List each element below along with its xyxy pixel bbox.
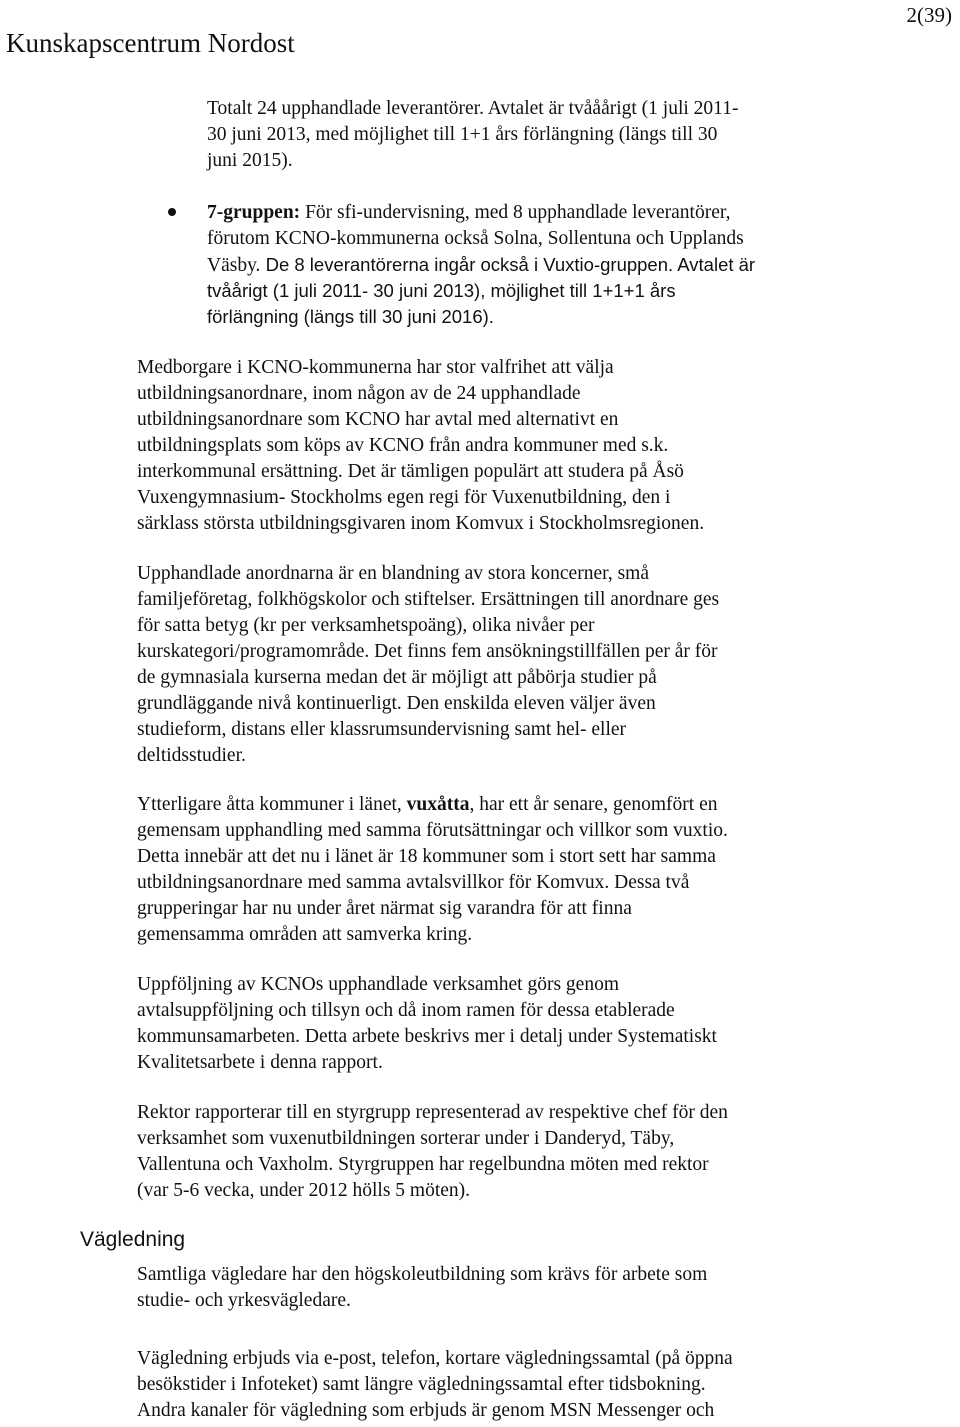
text-line: Vägledning erbjuds via e-post, telefon, kortare vägledningssamtal (på öppna	[137, 1348, 733, 1369]
bullet-item-7-gruppen	[207, 200, 755, 330]
text-line: utbildningsanordnare som KCNO har avtal med alternativt en	[137, 409, 619, 430]
paragraph-vuxatta	[137, 792, 728, 948]
text-line: särklass största utbildningsgivaren inom Komvux i Stockholmsregionen.	[137, 513, 705, 534]
text-line: kommunsamarbeten. Detta arbete beskrivs mer i detalj under Systematiskt	[137, 1026, 717, 1047]
text-line: (var 5-6 vecka, under 2012 hölls 5 möten).	[137, 1180, 471, 1201]
text-line: grundläggande nivå kontinuerligt. Den enskilda eleven väljer även	[137, 693, 656, 714]
text-line: studieform, distans eller klassrumsundervisning samt hel- eller	[137, 719, 627, 740]
bullet-icon	[168, 208, 176, 216]
text-line: utbildningsanordnare, inom någon av de 24 upphandlade	[137, 383, 581, 404]
text-line: Samtliga vägledare har den högskoleutbildning som krävs för arbete som	[137, 1264, 708, 1285]
text-line: Kvalitetsarbete i denna rapport.	[137, 1052, 383, 1073]
text-line: interkommunal ersättning. Det är tämligen populärt att studera på Åsö	[137, 461, 684, 482]
text-span: Ytterligare åtta kommuner i länet,	[137, 794, 407, 815]
text-line: verksamhet som vuxenutbildningen sorterar under i Danderyd, Täby,	[137, 1128, 675, 1149]
text-line: juni 2015).	[207, 150, 293, 171]
emphasis-vuxatta: vuxåtta	[406, 794, 470, 815]
text-line: deltidsstudier.	[137, 745, 246, 766]
text-line: Uppföljning av KCNOs upphandlade verksamhet görs genom	[137, 974, 619, 995]
text-line: Totalt 24 upphandlade leverantörer. Avtalet är tvååårigt (1 juli 2011-	[207, 98, 739, 119]
text-line: Detta innebär att det nu i länet är 18 kommuner som i stort sett har samma	[137, 846, 716, 867]
text-span: Avtalet är	[673, 254, 756, 275]
text-span: , har ett år senare, genomfört en	[469, 794, 718, 815]
page-number: 2(39)	[906, 3, 952, 27]
text-line: Upphandlade anordnarna är en blandning av stora koncerner, små	[137, 563, 649, 584]
text-line: gemensam upphandling med samma förutsättningar och villkor som vuxtio.	[137, 820, 728, 841]
text-line: Vuxengymnasium- Stockholms egen regi för Vuxenutbildning, den i	[137, 487, 671, 508]
paragraph-vuxtio-continuation	[207, 96, 738, 174]
text-line: besökstider i Infoteket) samt längre vägledningssamtal efter tidsbokning.	[137, 1374, 706, 1395]
text-line	[207, 200, 755, 226]
text-span: Väsby.	[207, 255, 261, 276]
text-line: Andra kanaler för vägledning som erbjuds är genom MSN Messenger och	[137, 1400, 715, 1421]
text-line: Medborgare i KCNO-kommunerna har stor valfrihet att välja	[137, 357, 614, 378]
paragraph-vagledning-kanaler	[137, 1346, 733, 1424]
text-line: utbildningsanordnare med samma avtalsvillkor för Komvux. Dessa två	[137, 872, 690, 893]
text-line	[137, 792, 728, 818]
paragraph-medborgare	[137, 355, 704, 537]
text-line: avtalsuppföljning och tillsyn och då inom ramen för dessa etablerade	[137, 1000, 675, 1021]
text-line: grupperingar har nu under året närmat sig varandra för att finna	[137, 898, 632, 919]
paragraph-vagledare	[137, 1262, 707, 1314]
text-span: För sfi-undervisning, med 8 upphandlade leverantörer,	[300, 202, 731, 223]
text-line: förlängning (längs till 30 juni 2016).	[207, 306, 494, 327]
bullet-label: 7-gruppen:	[207, 202, 301, 223]
text-line: förutom KCNO-kommunerna också Solna, Sollentuna och Upplands	[207, 228, 744, 249]
text-line: studie- och yrkesvägledare.	[137, 1290, 351, 1311]
text-line: Vallentuna och Vaxholm. Styrgruppen har regelbundna möten med rektor	[137, 1154, 709, 1175]
text-line: för satta betyg (kr per verksamhetspoäng), olika nivåer per	[137, 615, 595, 636]
paragraph-uppfoljning	[137, 972, 717, 1076]
paragraph-upphandlade	[137, 561, 719, 769]
text-line: de gymnasiala kurserna medan det är möjligt att påbörja studier på	[137, 667, 657, 688]
text-line: gemensamma områden att samverka kring.	[137, 924, 473, 945]
paragraph-rektor	[137, 1100, 728, 1204]
text-line: kurskategori/programområde. Det finns fem ansökningstillfällen per år för	[137, 641, 718, 662]
text-span: De 8 leverantörerna ingår också i Vuxtio-gruppen.	[260, 254, 674, 275]
text-line: tvåårigt (1 juli 2011- 30 juni 2013), möjlighet till 1+1+1 års	[207, 280, 676, 301]
text-line: familjeföretag, folkhögskolor och stiftelser. Ersättningen till anordnare ges	[137, 589, 720, 610]
text-line: utbildningsplats som köps av KCNO från andra kommuner med s.k.	[137, 435, 669, 456]
document-title: Kunskapscentrum Nordost	[6, 28, 295, 58]
text-line: 30 juni 2013, med möjlighet till 1+1 års förlängning (längs till 30	[207, 124, 718, 145]
section-heading-vagledning: Vägledning	[80, 1228, 186, 1251]
text-line	[207, 252, 755, 278]
text-line: Rektor rapporterar till en styrgrupp representerad av respektive chef för den	[137, 1102, 728, 1123]
